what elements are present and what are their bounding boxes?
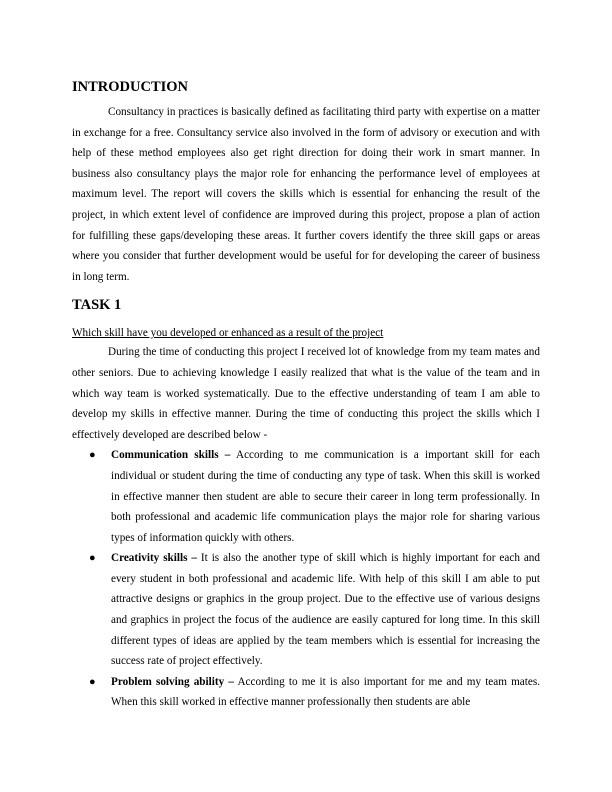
- task1-paragraph: During the time of conducting this project I received lot of knowledge from my team mates and other seniors. Due to achieving knowledge I easily realized that what is the value of the team and in which way team is worked systematically. Due to the effective understanding of team I am able to develop my skills in effective manner. During the time of conducting this project the skills which I effectively developed are described below -: [72, 346, 540, 441]
- task1-heading: TASK 1: [72, 297, 122, 314]
- document-page: [72, 78, 540, 713]
- skill-text: According to me communication is a important skill for each individual or student during the time of conducting any type of task. When this skill is worked in effective manner then student are able to secure their career in long term professionally. In both professional and academic life communication plays the major role for sharing various types of information quickly with others.: [111, 449, 540, 544]
- task1-question: Which skill have you developed or enhanced as a result of the project: [72, 327, 384, 340]
- skill-title: Communication skills –: [111, 449, 231, 462]
- skill-problem-solving: [72, 672, 540, 713]
- skill-communication: [72, 445, 540, 548]
- skill-title: Creativity skills –: [111, 552, 197, 565]
- bullet-icon: ●: [89, 449, 96, 462]
- introduction-heading: INTRODUCTION: [72, 79, 189, 95]
- skill-text: According to me it is also important for me and my team mates. When this skill worked in effective manner professionally then students are able: [111, 675, 540, 709]
- skill-title: Problem solving ability –: [111, 675, 234, 688]
- bullet-icon: ●: [89, 675, 96, 688]
- bullet-icon: ●: [89, 552, 96, 565]
- skills-list: [72, 445, 540, 713]
- introduction-paragraph: Consultancy in practices is basically defined as facilitating third party with expertise on a matter in exchange for a free. Consultancy service also involved in the form of advisory or execution and with help of these method employees also get right direction for doing their work in smart manner. In business also consultancy plays the major role for enhancing the performance level of employees at maximum level. The report will covers the skills which is essential for enhancing the result of the project, in which extent level of confidence are improved during this project, propose a plan of action for fulfilling these gaps/developing these areas. It further covers identify the three skill gaps or areas where you consider that further development would be useful for for developing the career of business in long term.: [72, 106, 540, 283]
- skill-creativity: [72, 548, 540, 672]
- skill-text: It is also the another type of skill which is highly important for each and every student in both professional and academic life. With help of this skill I am able to put attractive designs or graphics in the group project. Due to the effective use of various designs and graphics in project the focus of the audience are easily captured for long time. In this skill different types of ideas are applied by the team members which is essential for increasing the success rate of project effectively.: [111, 552, 540, 668]
